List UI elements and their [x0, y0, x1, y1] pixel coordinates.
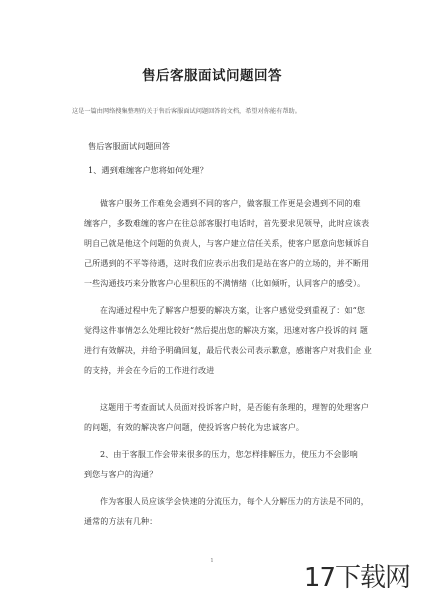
paragraph-1-line: 缠客户，多数难缠的客户在往总部客服打电话时，首先要求见领导，此时应该表	[84, 219, 370, 228]
paragraph-3-line: 的问题，有效的解决客户问题，使投诉客户转化为忠诚客户。	[84, 423, 305, 432]
paragraph-4-line: 通常的方法有几种：	[84, 517, 158, 526]
paragraph-1-line: 明自己就是他这个问题的负责人，与客户建立信任关系，使客户愿意向您倾诉自	[84, 239, 370, 248]
site-watermark: 17下载网	[303, 563, 410, 593]
paragraph-2-line: 在沟通过程中先了解客户想要的解决方案，让客户感觉受到重视了：如“您	[100, 306, 366, 315]
document-title: 售后客服面试问题回答	[142, 68, 282, 84]
paragraph-1-line: 做客户服务工作难免会遇到不同的客户，做客服工作更是会遇到不同的难	[100, 199, 361, 208]
question-1: 1、遇到难缠客户您将如何处理？	[88, 165, 208, 175]
paragraph-2-line: 的支持，并会在今后的工作进行改进	[84, 366, 215, 375]
paragraph-2-line: 觉得这件事情怎么处理比较好“然后提出您的解决方案，迅速对客户投诉的问 题	[84, 326, 369, 335]
question-2-line: 2、由于客服工作会带来很多的压力，您怎样排解压力，使压力不会影响	[100, 450, 358, 459]
paragraph-4-line: 作为客服人员应该学会快速的分流压力，每个人分解压力的方法是不同的，	[100, 497, 369, 506]
page-number: 1	[210, 558, 214, 564]
section-heading: 售后客服面试问题回答	[88, 141, 170, 151]
paragraph-3-line: 这题用于考查面试人员面对投诉客户时，是否能有条理的，理智的处理客户	[100, 403, 369, 412]
paragraph-2-line: 进行有效解决，并给予明确回复，最后代表公司表示歉意，感谢客户对我们企 业	[84, 346, 372, 355]
paragraph-1-line: 己所遇到的不平等待遇，这时我们应表示出我们是站在客户的立场的，并不断用	[84, 259, 370, 268]
question-2-line: 到您与客户的沟通？	[84, 470, 158, 479]
paragraph-1-line: 一些沟通技巧来分散客户心里积压的不满情绪（比如倾听，认同客户的感受）。	[84, 279, 366, 288]
intro-text: 这是一篇由网络搜集整理的关于售后客服面试问题回答的文档，希望对你能有帮助。	[72, 108, 301, 115]
